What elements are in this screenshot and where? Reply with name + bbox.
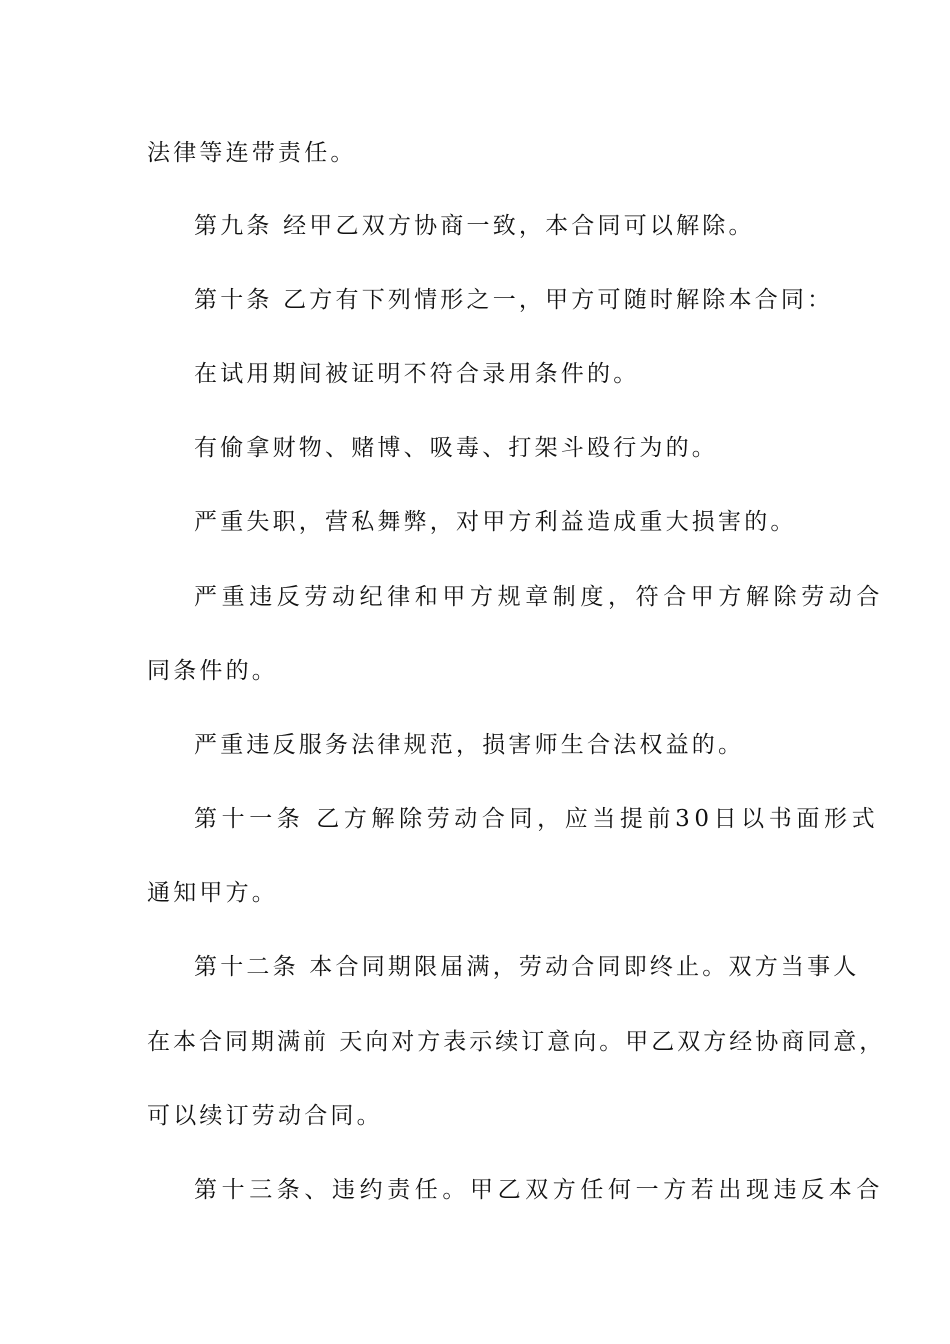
text-line: 同条件的。: [147, 658, 278, 684]
text-line: 通知甲方。: [147, 880, 278, 906]
text-line: 在本合同期满前 天向对方表示续订意向。甲乙双方经协商同意，: [147, 1029, 886, 1055]
clause-10-item: 严重失职，营私舞弊，对甲方利益造成重大损害的。: [194, 509, 797, 535]
clause-9: 第九条 经甲乙双方协商一致，本合同可以解除。: [194, 213, 755, 239]
clause-10-item: 有偷拿财物、赌博、吸毒、打架斗殴行为的。: [194, 435, 718, 461]
clause-10-item: 严重违反服务法律规范，损害师生合法权益的。: [194, 732, 745, 758]
clause-10-item: 在试用期间被证明不符合录用条件的。: [194, 361, 640, 387]
clause-13: 第十三条、违约责任。甲乙双方任何一方若出现违反本合: [194, 1177, 884, 1203]
clause-11: 第十一条 乙方解除劳动合同，应当提前30日以书面形式: [194, 806, 880, 832]
clause-10: 第十条 乙方有下列情形之一，甲方可随时解除本合同：: [194, 287, 834, 313]
clause-12: 第十二条 本合同期限届满，劳动合同即终止。双方当事人: [194, 954, 860, 980]
clause-10-item: 严重违反劳动纪律和甲方规章制度，符合甲方解除劳动合: [194, 584, 884, 610]
text-line: 可以续订劳动合同。: [147, 1103, 383, 1129]
text-line: 法律等连带责任。: [147, 140, 357, 166]
